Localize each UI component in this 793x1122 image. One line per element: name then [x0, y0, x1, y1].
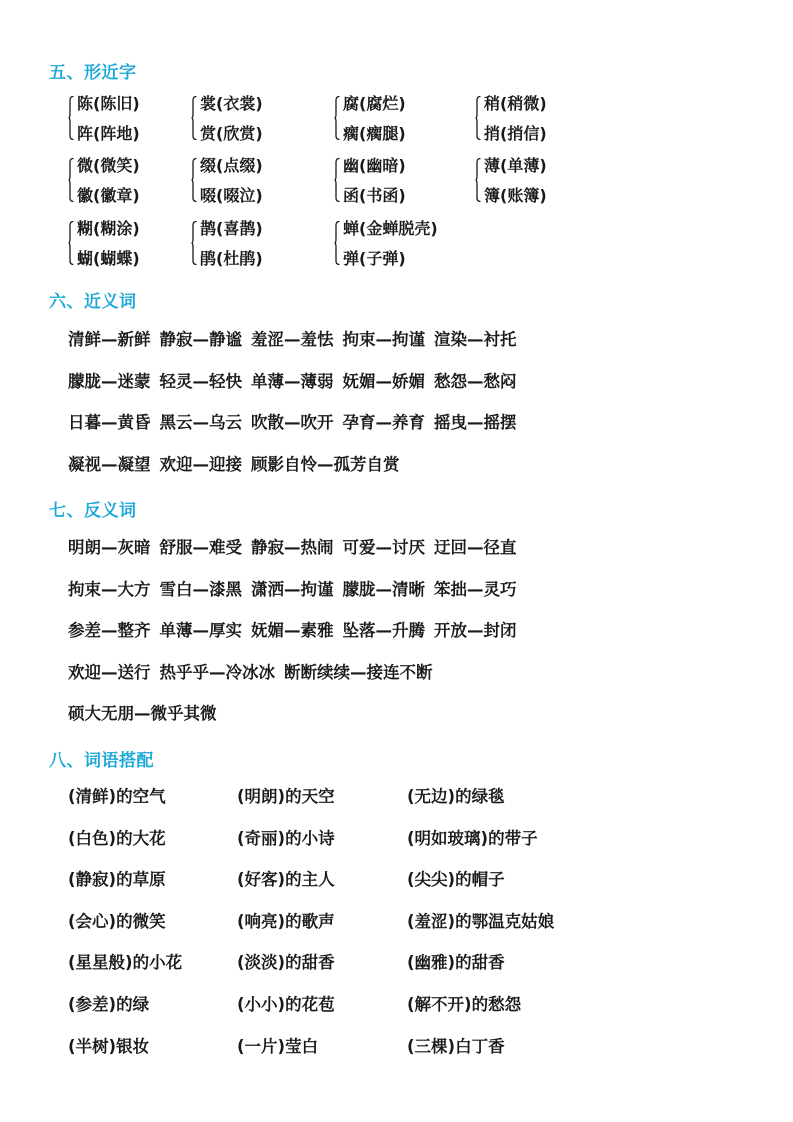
- word-pair: 拘束—拘谨: [342, 330, 425, 349]
- word-pair: 静寂—静谧: [159, 330, 242, 349]
- word-pair: 舒服—难受: [159, 538, 242, 557]
- brace-bracket: [191, 158, 197, 202]
- word-pair: 硕大无朋—微乎其微: [68, 704, 217, 723]
- synonym-row: [68, 371, 526, 393]
- antonym-row: [68, 662, 442, 684]
- collocation-item: (好客)的主人: [237, 870, 335, 890]
- char-pair-second: 弹(子弹): [343, 249, 406, 268]
- word-pair: 妩媚—娇媚: [342, 371, 425, 391]
- char-pair-second: 赏(欣赏): [200, 124, 263, 143]
- collocation-item: (尖尖)的帽子: [407, 870, 505, 890]
- char-pair-first: 腐(腐烂): [343, 94, 406, 113]
- collocation-item: (星星般)的小花: [68, 953, 183, 973]
- word-pair: 笨拙—灵巧: [434, 579, 517, 599]
- word-pair: 潇洒—拘谨: [251, 579, 334, 599]
- antonym-row: [68, 579, 526, 601]
- word-pair: 凝视—凝望: [68, 454, 151, 474]
- char-pair-first: 微(微笑): [77, 156, 140, 175]
- word-pair: 拘束—大方: [68, 579, 151, 599]
- word-pair: 雪白—漆黑: [159, 579, 242, 599]
- char-pair: [334, 94, 469, 144]
- collocation-item: (清鲜)的空气: [68, 787, 166, 806]
- collocation-item: (明如玻璃)的带子: [407, 828, 538, 848]
- section-title-collocations: 八、词语搭配: [49, 751, 154, 771]
- word-pair: 单薄—厚实: [159, 621, 242, 640]
- collocation-item: (奇丽)的小诗: [237, 828, 335, 848]
- word-pair: 孕育—养育: [342, 413, 425, 432]
- word-pair: 朦胧—迷蒙: [68, 371, 151, 391]
- word-pair: 热乎乎—冷冰冰: [159, 662, 275, 682]
- word-pair: 坠落—升腾: [342, 621, 425, 640]
- char-pair: [475, 156, 610, 206]
- word-pair: 摇曳—摇摆: [434, 413, 517, 432]
- brace-bracket: [68, 96, 74, 140]
- word-pair: 开放—封闭: [434, 621, 517, 640]
- char-pair-first: 稍(稍微): [484, 94, 547, 113]
- word-pair: 断断续续—接连不断: [284, 662, 433, 682]
- char-pair-first: 糊(糊涂): [77, 219, 140, 238]
- section-title-similar-chars: 五、形近字: [49, 63, 137, 83]
- word-pair: 妩媚—素雅: [251, 621, 334, 640]
- synonym-row: [68, 454, 409, 476]
- antonym-row: [68, 703, 226, 725]
- collocation-item: (白色)的大花: [68, 828, 166, 848]
- collocation-item: (静寂)的草原: [68, 870, 166, 890]
- collocation-item: (羞涩)的鄂温克姑娘: [407, 911, 555, 931]
- char-pair-second: 鹃(杜鹃): [200, 249, 263, 268]
- word-pair: 迂回—径直: [434, 538, 517, 557]
- char-pair-first: 蝉(金蝉脱壳): [343, 219, 438, 238]
- char-pair-second: 函(书函): [343, 186, 406, 205]
- section-title-antonyms: 七、反义词: [49, 501, 137, 521]
- char-pair: [68, 94, 203, 144]
- collocation-item: (参差)的绿: [68, 995, 150, 1014]
- brace-bracket: [334, 96, 340, 140]
- char-pair: [334, 219, 469, 269]
- word-pair: 参差—整齐: [68, 621, 151, 640]
- collocation-item: (幽雅)的甜香: [407, 953, 505, 973]
- word-pair: 吹散—吹开: [251, 413, 334, 432]
- synonym-row: [68, 329, 526, 351]
- word-pair: 明朗—灰暗: [68, 538, 151, 557]
- char-pair: [191, 156, 326, 206]
- char-pair-first: 缀(点缀): [200, 156, 263, 175]
- collocation-item: (会心)的微笑: [68, 911, 166, 931]
- collocation-item: (无边)的绿毯: [407, 787, 505, 806]
- section-title-synonyms: 六、近义词: [49, 292, 137, 312]
- word-pair: 愁怨—愁闷: [434, 371, 517, 391]
- antonym-row: [68, 537, 526, 559]
- collocation-item: (小小)的花苞: [237, 995, 335, 1014]
- char-pair-first: 幽(幽暗): [343, 156, 406, 175]
- char-pair: [68, 156, 203, 206]
- word-pair: 欢迎—迎接: [159, 454, 242, 474]
- word-pair: 轻灵—轻快: [159, 371, 242, 391]
- collocation-item: (明朗)的天空: [237, 787, 335, 806]
- synonym-row: [68, 412, 526, 434]
- char-pair-second: 捎(捎信): [484, 124, 547, 143]
- collocation-item: (解不开)的愁怨: [407, 995, 522, 1014]
- collocation-item: (淡淡)的甜香: [237, 953, 335, 973]
- char-pair-first: 鹊(喜鹊): [200, 219, 263, 238]
- word-pair: 日暮—黄昏: [68, 413, 151, 432]
- char-pair: [191, 94, 326, 144]
- char-pair-first: 薄(单薄): [484, 156, 547, 175]
- brace-bracket: [475, 158, 481, 202]
- word-pair: 可爱—讨厌: [342, 538, 425, 557]
- brace-bracket: [334, 158, 340, 202]
- brace-bracket: [475, 96, 481, 140]
- word-pair: 羞涩—羞怯: [251, 330, 334, 349]
- word-pair: 欢迎—送行: [68, 662, 151, 682]
- char-pair: [191, 219, 326, 269]
- word-pair: 静寂—热闹: [251, 538, 334, 557]
- char-pair: [68, 219, 203, 269]
- brace-bracket: [334, 221, 340, 265]
- brace-bracket: [191, 96, 197, 140]
- word-pair: 黑云—乌云: [159, 413, 242, 432]
- char-pair-second: 徽(徽章): [77, 186, 140, 205]
- collocation-item: (三棵)白丁香: [407, 1036, 505, 1056]
- char-pair: [475, 94, 610, 144]
- char-pair-second: 瘸(瘸腿): [343, 124, 406, 143]
- char-pair-second: 蝴(蝴蝶): [77, 249, 140, 268]
- word-pair: 单薄—薄弱: [251, 371, 334, 391]
- word-pair: 清鲜—新鲜: [68, 330, 151, 349]
- brace-bracket: [68, 158, 74, 202]
- char-pair-second: 啜(啜泣): [200, 186, 263, 205]
- collocation-item: (半树)银妆: [68, 1036, 150, 1056]
- word-pair: 渲染—衬托: [434, 330, 517, 349]
- brace-bracket: [68, 221, 74, 265]
- collocation-item: (一片)莹白: [237, 1036, 319, 1056]
- collocation-item: (响亮)的歌声: [237, 911, 335, 931]
- char-pair-second: 阵(阵地): [77, 124, 140, 143]
- char-pair-first: 裳(衣裳): [200, 94, 263, 113]
- char-pair-first: 陈(陈旧): [77, 94, 140, 113]
- word-pair: 顾影自怜—孤芳自赏: [251, 454, 400, 474]
- antonym-row: [68, 620, 526, 642]
- brace-bracket: [191, 221, 197, 265]
- word-pair: 朦胧—清晰: [342, 579, 425, 599]
- char-pair-second: 簿(账簿): [484, 186, 547, 205]
- char-pair: [334, 156, 469, 206]
